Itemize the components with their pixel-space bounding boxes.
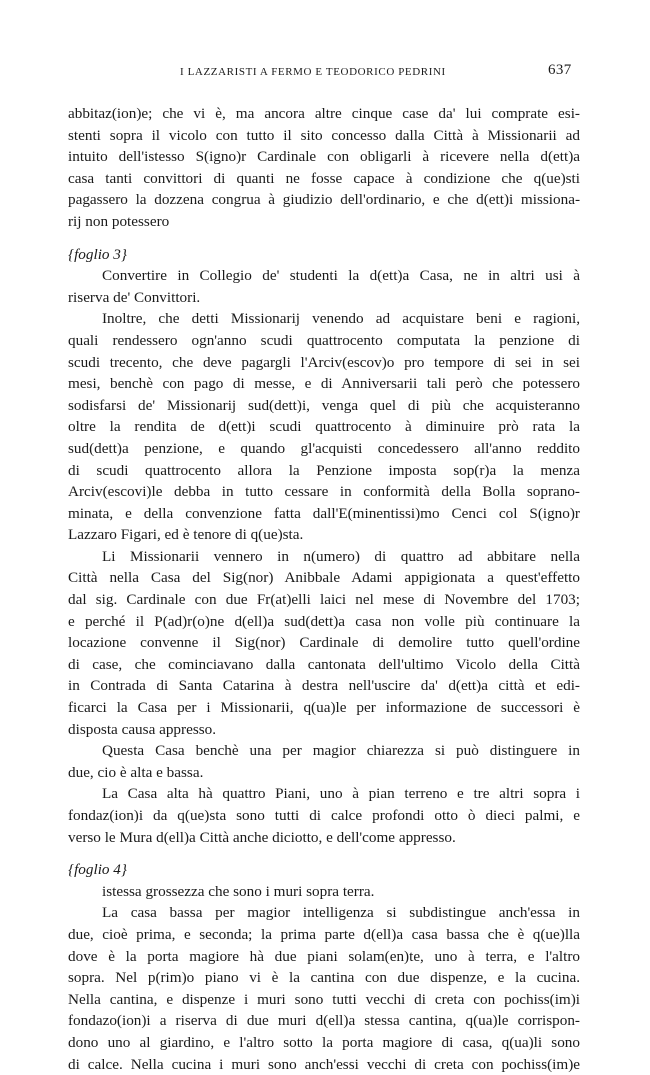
text-line: Inoltre, che detti Missionarij venendo ad acquistare beni e ragioni, <box>102 310 580 328</box>
text-line: scudi trecento, che deve pagargli l'Arciv(escov)o pro tempore di sei in sei <box>68 353 580 371</box>
text-line: intuito dell'istesso S(igno)r Cardinale con obligarli à ricevere nella d(ett)a <box>68 148 580 166</box>
paragraph <box>68 265 580 308</box>
text-line: di calce. Nella cucina i muri sono anch'essi vecchi di creta con pochiss(im)e <box>68 1055 580 1073</box>
text-line: oltre la rendita de d(ett)i scudi quattrocento à diminuire prò rata la <box>68 418 580 436</box>
folio-marker: {foglio 4} <box>68 861 127 879</box>
text-line: sud(dett)a penzione, e quando gl'acquisti concedessero all'anno reddito <box>68 439 580 457</box>
text-line: dono uno al giardino, e l'altro sotto la porta magiore di casa, q(ua)li sono <box>68 1033 580 1051</box>
paragraph <box>68 783 580 848</box>
running-title: I LAZZARISTI A FERMO E TEODORICO PEDRINI <box>180 66 446 78</box>
text-line: e perché il P(ad)r(o)ne d(ell)a sud(dett)a casa non volle più continuare la <box>68 612 580 630</box>
text-line: stenti sopra il vicolo con tutto il sito concesso dalla Città à Missionarii ad <box>68 126 580 144</box>
body-text <box>68 103 580 1075</box>
text-line: ficarci la Casa per i Missionarii, q(ua)le per informazione de successori è <box>68 699 580 717</box>
text-line: verso le Mura d(ell)a Città anche diciotto, e dell'come appresso. <box>68 828 456 846</box>
text-line: locazione convenne il Sig(nor) Cardinale di demolire tutto quell'ordine <box>68 634 580 652</box>
text-line: disposta causa appresso. <box>68 720 217 738</box>
text-line: di case, che cominciavano dalla cantonata dell'ultimo Vicolo della Città <box>68 655 580 673</box>
text-line: abbitaz(ion)e; che vi è, ma ancora altre cinque case da' lui comprate esi- <box>68 105 580 122</box>
text-line: Arciv(escovi)le debba in tutto cessare in conformità della Bolla soprano- <box>68 483 580 501</box>
text-line: di scudi quattrocento allora la Penzione imposta sop(r)a la menza <box>68 461 580 479</box>
text-line: fondazo(ion)i a riserva di due muri d(ell)a stessa cantina, q(ua)le corrispon- <box>68 1012 580 1030</box>
text-line: dal sig. Cardinale con due Fr(at)elli laici nel mese di Novembre del 1703; <box>68 591 580 609</box>
text-line: Città nella Casa del Sig(nor) Anibbale Adami appigionata a quest'effetto <box>68 569 580 587</box>
text-line: dove è la porta magiore hà due piani solam(en)te, uno à terra, e l'altro <box>68 947 580 965</box>
text-line: Li Missionarii vennero in n(umero) di quattro ad abbitare nella <box>102 547 580 565</box>
paragraph <box>68 546 580 740</box>
text-line: Convertire in Collegio de' studenti la d(ett)a Casa, ne in altri usi à <box>102 267 580 285</box>
text-line: casa tanti convittori di quanti ne fosse capace à condizione che q(ue)sti <box>68 169 580 187</box>
text-line: pagassero la dozzena congrua à giudizio dell'ordinario, e che d(ett)i missiona- <box>68 191 580 209</box>
page-number: 637 <box>548 62 572 78</box>
text-line: La Casa alta hà quattro Piani, uno à pian terreno e tre altri sopra i <box>102 785 580 803</box>
text-line: mesi, benchè con pago di messe, e di Anniversarii tali però che potessero <box>68 375 580 393</box>
text-line: Nella cantina, e dispenze i muri sono tutti vecchi di creta con pochiss(im)i <box>68 990 580 1008</box>
paragraph <box>68 881 580 903</box>
text-line: riserva de' Convittori. <box>68 288 201 306</box>
text-line: due, cio è alta e bassa. <box>68 763 204 781</box>
text-line: due, cioè prima, e seconda; la prima parte d(ell)a casa bassa che è q(ue)lla <box>68 925 580 943</box>
paragraph <box>68 902 580 1075</box>
folio-marker: {foglio 3} <box>68 245 127 263</box>
text-line: La casa bassa per magior intelligenza si subdistingue anch'essa in <box>102 904 580 922</box>
text-line: Lazzaro Figari, ed è tenore di q(ue)sta. <box>68 526 304 544</box>
running-head <box>0 62 650 82</box>
paragraph <box>68 103 580 233</box>
paragraph <box>68 308 580 546</box>
text-line: fondaz(ion)i da q(ue)sta sono tutti di calce profondi otto ò dieci palmi, e <box>68 807 580 824</box>
paragraph <box>68 740 580 783</box>
text-line: rij non potessero <box>68 212 170 230</box>
text-line: sopra. Nel p(rim)o piano vi è la cantina con due dispenze, e la cucina. <box>68 969 580 987</box>
text-line: minata, e della convenzione fatta dall'E(minentissi)mo Cenci col S(igno)r <box>68 504 580 522</box>
text-line: Questa Casa benchè una per magior chiarezza si può distinguere in <box>102 742 580 760</box>
text-line: in Contrada di Santa Catarina à destra nell'uscire da' d(ett)a città et edi- <box>68 677 580 695</box>
text-line: sodisfarsi de' Missionarij sud(dett)i, venga quel di più che acquisteranno <box>68 396 580 414</box>
text-line: quali rendessero ogn'anno scudi quattrocento computata la penzione di <box>68 331 580 349</box>
text-line: istessa grossezza che sono i muri sopra terra. <box>102 882 375 900</box>
